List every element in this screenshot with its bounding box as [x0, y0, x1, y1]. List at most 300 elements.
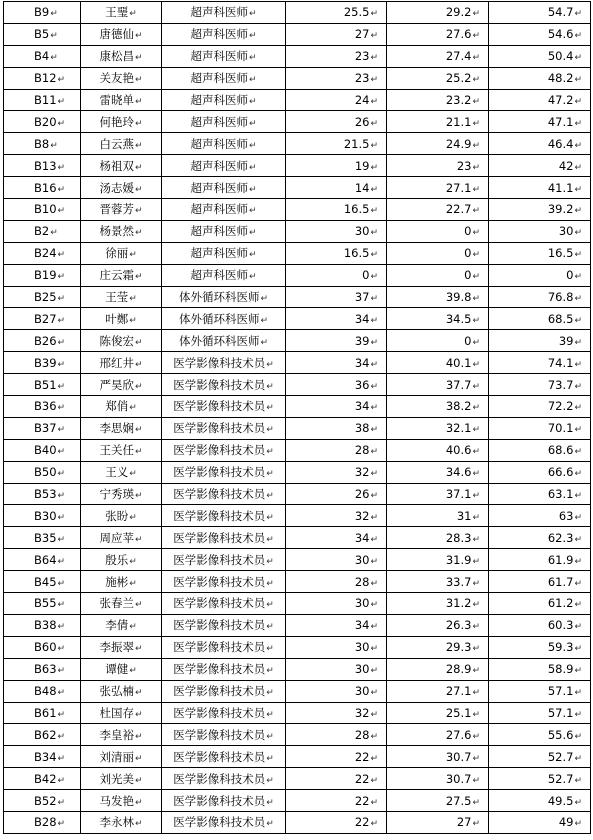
- paragraph-mark-icon: ↵: [472, 403, 480, 414]
- total-score-cell: [489, 702, 591, 724]
- candidate-id-cell: [4, 790, 81, 812]
- cell-text: 39: [354, 333, 370, 348]
- candidate-id-cell: [4, 483, 81, 505]
- table-row: [4, 811, 591, 833]
- paragraph-mark-icon: ↵: [260, 315, 269, 326]
- position-cell: [162, 658, 286, 680]
- position-cell: [162, 417, 286, 439]
- score-2-cell: [387, 417, 489, 439]
- cell-text: 体外循环科医师: [178, 290, 260, 305]
- position-cell: [162, 67, 286, 89]
- paragraph-mark-icon: ↵: [574, 688, 582, 699]
- cell-text: 66.6: [547, 465, 574, 480]
- paragraph-mark-icon: ↵: [134, 228, 143, 239]
- paragraph-mark-icon: ↵: [574, 709, 582, 720]
- paragraph-mark-icon: ↵: [370, 140, 378, 151]
- total-score-cell: [489, 2, 591, 24]
- paragraph-mark-icon: ↵: [266, 469, 274, 480]
- paragraph-mark-icon: ↵: [472, 53, 480, 64]
- candidate-id-cell: [4, 242, 81, 264]
- paragraph-mark-icon: ↵: [57, 315, 66, 326]
- cell-text: 超声科医师: [190, 158, 248, 173]
- paragraph-mark-icon: ↵: [266, 578, 274, 589]
- paragraph-mark-icon: ↵: [248, 75, 257, 86]
- name-cell: [81, 724, 162, 746]
- paragraph-mark-icon: ↵: [57, 469, 66, 480]
- name-cell: [81, 133, 162, 155]
- paragraph-mark-icon: ↵: [129, 622, 137, 633]
- score-1-cell: [286, 396, 387, 418]
- cell-text: 38.2: [445, 399, 472, 414]
- paragraph-mark-icon: ↵: [370, 381, 378, 392]
- cell-text: 超声科医师: [190, 5, 248, 20]
- table-row: [4, 242, 591, 264]
- paragraph-mark-icon: ↵: [134, 491, 143, 502]
- name-cell: [81, 527, 162, 549]
- paragraph-mark-icon: ↵: [574, 622, 582, 633]
- cell-text: 25.5: [343, 5, 370, 20]
- score-1-cell: [286, 199, 387, 221]
- candidate-id-cell: [4, 614, 81, 636]
- paragraph-mark-icon: ↵: [472, 709, 480, 720]
- cell-text: 超声科医师: [190, 27, 248, 42]
- paragraph-mark-icon: ↵: [574, 228, 582, 239]
- cell-text: 62.3: [547, 530, 574, 545]
- name-cell: [81, 352, 162, 374]
- cell-text: 16.5: [547, 246, 574, 261]
- score-2-cell: [387, 483, 489, 505]
- cell-text: 37: [354, 290, 370, 305]
- paragraph-mark-icon: ↵: [472, 688, 480, 699]
- paragraph-mark-icon: ↵: [574, 31, 582, 42]
- paragraph-mark-icon: ↵: [134, 688, 143, 699]
- cell-text: 31.2: [445, 596, 472, 611]
- paragraph-mark-icon: ↵: [248, 228, 257, 239]
- cell-text: 34: [354, 399, 370, 414]
- paragraph-mark-icon: ↵: [266, 403, 274, 414]
- paragraph-mark-icon: ↵: [574, 600, 582, 611]
- cell-text: 超声科医师: [190, 202, 248, 217]
- position-cell: [162, 111, 286, 133]
- score-1-cell: [286, 67, 387, 89]
- paragraph-mark-icon: ↵: [370, 688, 378, 699]
- cell-text: 27: [354, 27, 370, 42]
- cell-text: 61.7: [547, 574, 574, 589]
- position-cell: [162, 242, 286, 264]
- table-row: [4, 417, 591, 439]
- cell-text: 39.2: [547, 202, 574, 217]
- paragraph-mark-icon: ↵: [134, 753, 143, 764]
- score-2-cell: [387, 242, 489, 264]
- score-2-cell: [387, 724, 489, 746]
- cell-text: 47.2: [547, 93, 574, 107]
- paragraph-mark-icon: ↵: [50, 31, 58, 42]
- score-1-cell: [286, 702, 387, 724]
- paragraph-mark-icon: ↵: [260, 337, 269, 348]
- cell-text: 23: [354, 71, 370, 86]
- cell-text: B63: [34, 662, 57, 677]
- total-score-cell: [489, 374, 591, 396]
- cell-text: B52: [34, 793, 57, 808]
- score-2-cell: [387, 505, 489, 527]
- cell-text: B11: [34, 93, 57, 107]
- cell-text: 61.9: [547, 552, 574, 567]
- position-cell: [162, 702, 286, 724]
- candidate-id-cell: [4, 308, 81, 330]
- paragraph-mark-icon: ↵: [134, 31, 143, 42]
- cell-text: 李皇裕: [99, 727, 134, 742]
- cell-text: 30.7: [445, 771, 472, 786]
- table-row: [4, 614, 591, 636]
- paragraph-mark-icon: ↵: [134, 337, 143, 348]
- table-row: [4, 571, 591, 593]
- score-2-cell: [387, 45, 489, 67]
- paragraph-mark-icon: ↵: [574, 534, 582, 545]
- cell-text: 60.3: [547, 618, 574, 633]
- cell-text: B51: [34, 377, 57, 392]
- score-1-cell: [286, 242, 387, 264]
- paragraph-mark-icon: ↵: [574, 644, 582, 655]
- cell-text: 27.1: [445, 180, 472, 195]
- name-cell: [81, 199, 162, 221]
- cell-text: 张弘楠: [99, 684, 134, 699]
- cell-text: 34: [354, 311, 370, 326]
- table-row: [4, 549, 591, 571]
- score-1-cell: [286, 330, 387, 352]
- position-cell: [162, 199, 286, 221]
- paragraph-mark-icon: ↵: [574, 162, 582, 173]
- position-cell: [162, 2, 286, 24]
- position-cell: [162, 439, 286, 461]
- paragraph-mark-icon: ↵: [370, 118, 378, 129]
- candidate-id-cell: [4, 461, 81, 483]
- position-cell: [162, 155, 286, 177]
- cell-text: 23.2: [445, 93, 472, 107]
- cell-text: 0: [464, 246, 472, 261]
- paragraph-mark-icon: ↵: [574, 118, 582, 129]
- score-2-cell: [387, 746, 489, 768]
- paragraph-mark-icon: ↵: [472, 75, 480, 86]
- score-1-cell: [286, 593, 387, 615]
- cell-text: 杨祖双: [99, 158, 134, 173]
- paragraph-mark-icon: ↵: [574, 512, 582, 523]
- table-row: [4, 658, 591, 680]
- paragraph-mark-icon: ↵: [134, 162, 143, 173]
- paragraph-mark-icon: ↵: [57, 75, 66, 86]
- score-1-cell: [286, 746, 387, 768]
- table-row: [4, 199, 591, 221]
- score-1-cell: [286, 439, 387, 461]
- cell-text: B53: [34, 487, 57, 502]
- table-row: [4, 680, 591, 702]
- paragraph-mark-icon: ↵: [134, 731, 143, 742]
- score-1-cell: [286, 220, 387, 242]
- paragraph-mark-icon: ↵: [57, 512, 66, 523]
- score-2-cell: [387, 177, 489, 199]
- paragraph-mark-icon: ↵: [57, 644, 66, 655]
- paragraph-mark-icon: ↵: [574, 819, 582, 830]
- cell-text: 康松昌: [99, 49, 134, 64]
- score-1-cell: [286, 571, 387, 593]
- candidate-id-cell: [4, 658, 81, 680]
- cell-text: 医学影像科技术员: [173, 443, 266, 458]
- paragraph-mark-icon: ↵: [370, 162, 378, 173]
- paragraph-mark-icon: ↵: [472, 206, 480, 217]
- total-score-cell: [489, 811, 591, 833]
- paragraph-mark-icon: ↵: [574, 315, 582, 326]
- cell-text: 殷乐: [105, 552, 129, 567]
- cell-text: B60: [34, 640, 57, 655]
- name-cell: [81, 45, 162, 67]
- score-2-cell: [387, 636, 489, 658]
- cell-text: 医学影像科技术员: [173, 771, 266, 786]
- cell-text: 46.4: [547, 136, 574, 151]
- paragraph-mark-icon: ↵: [574, 753, 582, 764]
- paragraph-mark-icon: ↵: [266, 775, 274, 786]
- paragraph-mark-icon: ↵: [574, 556, 582, 567]
- cell-text: 0: [464, 333, 472, 348]
- total-score-cell: [489, 111, 591, 133]
- cell-text: 70.1: [547, 421, 574, 436]
- paragraph-mark-icon: ↵: [248, 118, 257, 129]
- paragraph-mark-icon: ↵: [370, 206, 378, 217]
- table-row: [4, 45, 591, 67]
- cell-text: 雷晓单: [99, 93, 134, 107]
- paragraph-mark-icon: ↵: [266, 534, 274, 545]
- cell-text: 医学影像科技术员: [173, 662, 266, 677]
- cell-text: 26: [354, 114, 370, 129]
- total-score-cell: [489, 89, 591, 111]
- score-2-cell: [387, 352, 489, 374]
- candidate-id-cell: [4, 23, 81, 45]
- total-score-cell: [489, 439, 591, 461]
- candidate-id-cell: [4, 2, 81, 24]
- paragraph-mark-icon: ↵: [472, 512, 480, 523]
- cell-text: 医学影像科技术员: [173, 727, 266, 742]
- cell-text: 38: [354, 421, 370, 436]
- paragraph-mark-icon: ↵: [57, 578, 66, 589]
- candidate-id-cell: [4, 636, 81, 658]
- cell-text: 49: [558, 815, 574, 830]
- paragraph-mark-icon: ↵: [574, 381, 582, 392]
- cell-text: 25.2: [445, 71, 472, 86]
- cell-text: 郑俏: [105, 399, 129, 414]
- cell-text: 28: [354, 574, 370, 589]
- table-row: [4, 374, 591, 396]
- table-row: [4, 505, 591, 527]
- cell-text: 63.1: [547, 487, 574, 502]
- cell-text: 晋蓉芳: [99, 202, 134, 217]
- paragraph-mark-icon: ↵: [574, 731, 582, 742]
- candidate-id-cell: [4, 133, 81, 155]
- position-cell: [162, 308, 286, 330]
- table-row: [4, 439, 591, 461]
- candidate-id-cell: [4, 111, 81, 133]
- cell-text: B55: [34, 596, 57, 611]
- paragraph-mark-icon: ↵: [472, 184, 480, 195]
- cell-text: 医学影像科技术员: [173, 684, 266, 699]
- paragraph-mark-icon: ↵: [370, 731, 378, 742]
- score-1-cell: [286, 264, 387, 286]
- cell-text: 25.1: [445, 705, 472, 720]
- paragraph-mark-icon: ↵: [574, 75, 582, 86]
- position-cell: [162, 286, 286, 308]
- total-score-cell: [489, 264, 591, 286]
- score-2-cell: [387, 593, 489, 615]
- position-cell: [162, 264, 286, 286]
- paragraph-mark-icon: ↵: [248, 206, 257, 217]
- candidate-id-cell: [4, 177, 81, 199]
- paragraph-mark-icon: ↵: [134, 644, 143, 655]
- paragraph-mark-icon: ↵: [472, 797, 480, 808]
- paragraph-mark-icon: ↵: [370, 775, 378, 786]
- total-score-cell: [489, 177, 591, 199]
- score-1-cell: [286, 461, 387, 483]
- table-row: [4, 352, 591, 374]
- candidate-id-cell: [4, 680, 81, 702]
- paragraph-mark-icon: ↵: [57, 425, 66, 436]
- cell-text: 34.5: [445, 311, 472, 326]
- cell-text: 32: [354, 465, 370, 480]
- cell-text: 医学影像科技术员: [173, 399, 266, 414]
- cell-text: 32.1: [445, 421, 472, 436]
- score-2-cell: [387, 527, 489, 549]
- cell-text: B8: [34, 136, 50, 151]
- score-2-cell: [387, 330, 489, 352]
- cell-text: 医学影像科技术员: [173, 377, 266, 392]
- score-2-cell: [387, 199, 489, 221]
- cell-text: B37: [34, 421, 57, 436]
- cell-text: 41.1: [547, 180, 574, 195]
- cell-text: 陈俊宏: [99, 333, 134, 348]
- position-cell: [162, 746, 286, 768]
- paragraph-mark-icon: ↵: [574, 206, 582, 217]
- paragraph-mark-icon: ↵: [129, 294, 137, 305]
- paragraph-mark-icon: ↵: [248, 97, 257, 107]
- cell-text: 68.6: [547, 443, 574, 458]
- paragraph-mark-icon: ↵: [57, 688, 66, 699]
- cell-text: 医学影像科技术员: [173, 508, 266, 523]
- cell-text: 唐德仙: [99, 27, 134, 42]
- score-1-cell: [286, 352, 387, 374]
- candidate-id-cell: [4, 549, 81, 571]
- table-row: [4, 636, 591, 658]
- cell-text: 30: [354, 640, 370, 655]
- score-2-cell: [387, 658, 489, 680]
- paragraph-mark-icon: ↵: [370, 753, 378, 764]
- paragraph-mark-icon: ↵: [472, 731, 480, 742]
- cell-text: B48: [34, 684, 57, 699]
- cell-text: B20: [34, 114, 57, 129]
- paragraph-mark-icon: ↵: [266, 819, 274, 830]
- score-1-cell: [286, 177, 387, 199]
- paragraph-mark-icon: ↵: [129, 512, 137, 523]
- position-cell: [162, 527, 286, 549]
- cell-text: 72.2: [547, 399, 574, 414]
- position-cell: [162, 768, 286, 790]
- name-cell: [81, 636, 162, 658]
- paragraph-mark-icon: ↵: [57, 600, 66, 611]
- total-score-cell: [489, 680, 591, 702]
- paragraph-mark-icon: ↵: [472, 31, 480, 42]
- position-cell: [162, 571, 286, 593]
- cell-text: 超声科医师: [190, 268, 248, 283]
- cell-text: 30: [354, 662, 370, 677]
- table-row: [4, 724, 591, 746]
- paragraph-mark-icon: ↵: [248, 272, 257, 283]
- cell-text: B34: [34, 749, 57, 764]
- paragraph-mark-icon: ↵: [134, 53, 143, 64]
- paragraph-mark-icon: ↵: [134, 184, 143, 195]
- name-cell: [81, 308, 162, 330]
- paragraph-mark-icon: ↵: [57, 337, 66, 348]
- table-row: [4, 308, 591, 330]
- cell-text: 22: [354, 749, 370, 764]
- cell-text: 29.3: [445, 640, 472, 655]
- score-1-cell: [286, 527, 387, 549]
- cell-text: B10: [34, 202, 57, 217]
- score-1-cell: [286, 286, 387, 308]
- cell-text: 医学影像科技术员: [173, 705, 266, 720]
- cell-text: 体外循环科医师: [178, 333, 260, 348]
- paragraph-mark-icon: ↵: [574, 425, 582, 436]
- paragraph-mark-icon: ↵: [370, 337, 378, 348]
- score-2-cell: [387, 702, 489, 724]
- candidate-id-cell: [4, 527, 81, 549]
- cell-text: 刘光美: [99, 771, 134, 786]
- paragraph-mark-icon: ↵: [134, 797, 143, 808]
- name-cell: [81, 67, 162, 89]
- candidate-id-cell: [4, 746, 81, 768]
- cell-text: 26: [354, 487, 370, 502]
- table-row: [4, 2, 591, 24]
- paragraph-mark-icon: ↵: [57, 534, 66, 545]
- paragraph-mark-icon: ↵: [57, 403, 66, 414]
- cell-text: 超声科医师: [190, 71, 248, 86]
- position-cell: [162, 614, 286, 636]
- paragraph-mark-icon: ↵: [57, 250, 66, 261]
- cell-text: 52.7: [547, 771, 574, 786]
- cell-text: 40.1: [445, 355, 472, 370]
- paragraph-mark-icon: ↵: [57, 556, 66, 567]
- cell-text: B13: [34, 158, 57, 173]
- paragraph-mark-icon: ↵: [248, 140, 257, 151]
- cell-text: 27.6: [445, 27, 472, 42]
- cell-text: 24: [354, 93, 370, 107]
- total-score-cell: [489, 658, 591, 680]
- paragraph-mark-icon: ↵: [57, 622, 66, 633]
- paragraph-mark-icon: ↵: [57, 184, 66, 195]
- name-cell: [81, 461, 162, 483]
- paragraph-mark-icon: ↵: [57, 819, 66, 830]
- position-cell: [162, 505, 286, 527]
- cell-text: 19: [354, 158, 370, 173]
- total-score-cell: [489, 352, 591, 374]
- position-cell: [162, 680, 286, 702]
- paragraph-mark-icon: ↵: [472, 381, 480, 392]
- score-1-cell: [286, 811, 387, 833]
- cell-text: B40: [34, 443, 57, 458]
- paragraph-mark-icon: ↵: [129, 469, 137, 480]
- name-cell: [81, 242, 162, 264]
- cell-text: 63: [558, 508, 574, 523]
- paragraph-mark-icon: ↵: [574, 491, 582, 502]
- candidate-id-cell: [4, 155, 81, 177]
- cell-text: 28.3: [445, 530, 472, 545]
- score-2-cell: [387, 155, 489, 177]
- total-score-cell: [489, 220, 591, 242]
- name-cell: [81, 177, 162, 199]
